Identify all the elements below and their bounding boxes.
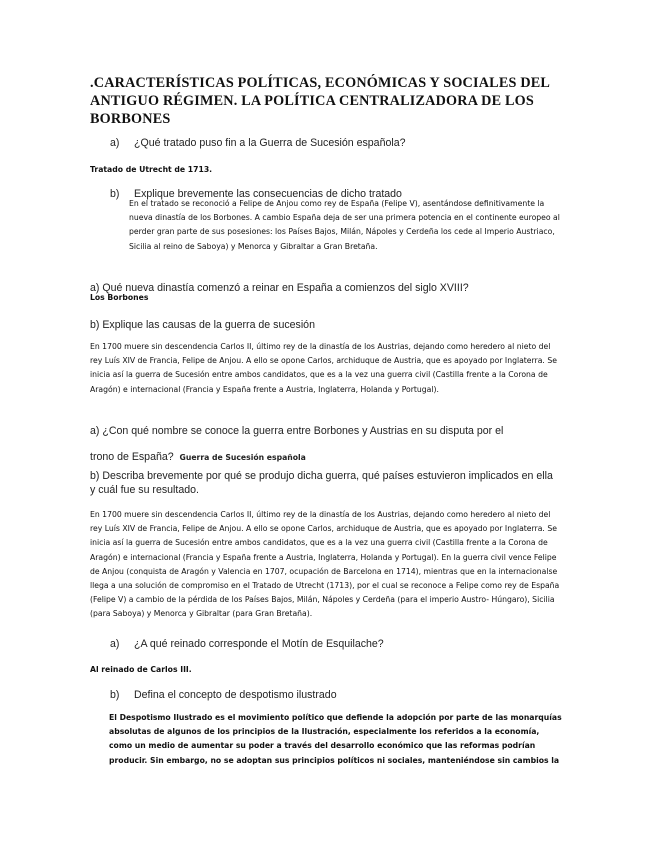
answer-war-description: En 1700 muere sin descendencia Carlos II, último rey de la dinastía de los Austrias, dejando como heredero al nieto del rey Luís XIV de Francia, Felipe de Anjou. A ello se opone Carlos, archiduque de Austria, que es apoyado por Inglaterra. Se inicia así la guerra de Sucesión entre ambos candidatos, que es a la vez una guerra civil (Castilla frente a la Corona de Aragón) e internacional (Francia y España frente a Austria, Inglaterra, Holanda y Portugal). En la guerra civil vence Felipe de Anjou (conquista de Aragón y Valencia en 1707, ocupación de Barcelona en 1714), mientras que en la internacionalse llega a una solución de compromiso en el Tratado de Utrecht (1713), por el cual se reconoce a Felipe como rey de España (Felipe V) a cambio de la pérdida de los Países Bajos, Milán, Nápoles y Cerdeña (para el imperio Austro- Húngaro), Sicilia (para Saboya) y Menorca y Gibraltar (para Gran Bretaña).	[90, 510, 560, 619]
question-text: a) ¿Con qué nombre se conoce la guerra entre Borbones y Austrias en su disputa por el trono de España?	[90, 425, 504, 463]
question-marker: a)	[110, 638, 120, 650]
answer-causes: En 1700 muere sin descendencia Carlos II, último rey de la dinastía de los Austrias, dejando como heredero al nieto del rey Luís XIV de Francia, Felipe de Anjou. A ello se opone Carlos, archiduque de Austria, que es apoyado por Inglaterra. Se inicia así la guerra de Sucesión entre ambos candidatos, que es a la vez una guerra civil (Castilla frente a la Corona de Aragón) e internacional (Francia y España frente a Austria, Inglaterra, Holanda y Portugal).	[90, 342, 557, 394]
answer-war-name: Guerra de Sucesión española	[179, 453, 306, 462]
question-text: Explique brevemente las consecuencias de dicho tratado	[134, 188, 402, 200]
question-despotism	[110, 688, 530, 702]
answer-despotism: El Despotismo Ilustrado es el movimiento político que defiende la adopción por parte de las monarquías absolutas de algunos de los principios de la Ilustración, especialmente los referidos a la economía, como un medio de aumentar su poder a través del desarrollo económico que las reformas podrían producir. Sin embargo, no se adoptan sus principios políticos ni sociales, manteniéndose sin cambios la	[109, 713, 562, 765]
question-marker: a)	[110, 137, 120, 149]
question-esquilache	[110, 637, 530, 651]
question-war-name	[90, 418, 530, 471]
question-marker: b)	[110, 188, 120, 200]
answer-treaty: Tratado de Utrecht de 1713.	[90, 165, 213, 174]
page-title: .CARACTERÍSTICAS POLÍTICAS, ECONÓMICAS Y SOCIALES DEL ANTIGUO RÉGIMEN. LA POLÍTICA CENTRALIZADORA DE LOS BORBONES	[90, 75, 550, 127]
question-text: Defina el concepto de despotismo ilustrado	[134, 689, 337, 701]
question-marker: b)	[110, 689, 120, 701]
question-text: ¿A qué reinado corresponde el Motín de Esquilache?	[134, 638, 384, 650]
answer-esquilache: Al reinado de Carlos III.	[90, 665, 192, 674]
question-treaty	[110, 136, 530, 150]
answer-dynasty: Los Borbones	[90, 293, 149, 302]
answer-consequences: En el tratado se reconoció a Felipe de Anjou como rey de España (Felipe V), asentándose definitivamente la nueva dinastía de los Borbones. A cambio España deja de ser una primera potencia en el continente europeo al perder gran parte de sus posesiones: los Países Bajos, Milán, Nápoles y Cerdeña los cede al Imperio Austriaco, Sicilia al reino de Saboya) y Menorca y Gibraltar a Gran Bretaña.	[129, 199, 560, 251]
question-war-description: b) Describa brevemente por qué se produjo dicha guerra, qué países estuvieron implicados en ella y cuál fue su resultado.	[90, 470, 553, 496]
question-causes: b) Explique las causas de la guerra de sucesión	[90, 319, 315, 331]
question-text: ¿Qué tratado puso fin a la Guerra de Sucesión española?	[134, 137, 406, 149]
question-dynasty: a) Qué nueva dinastía comenzó a reinar en España a comienzos del siglo XVIII?	[90, 282, 469, 294]
